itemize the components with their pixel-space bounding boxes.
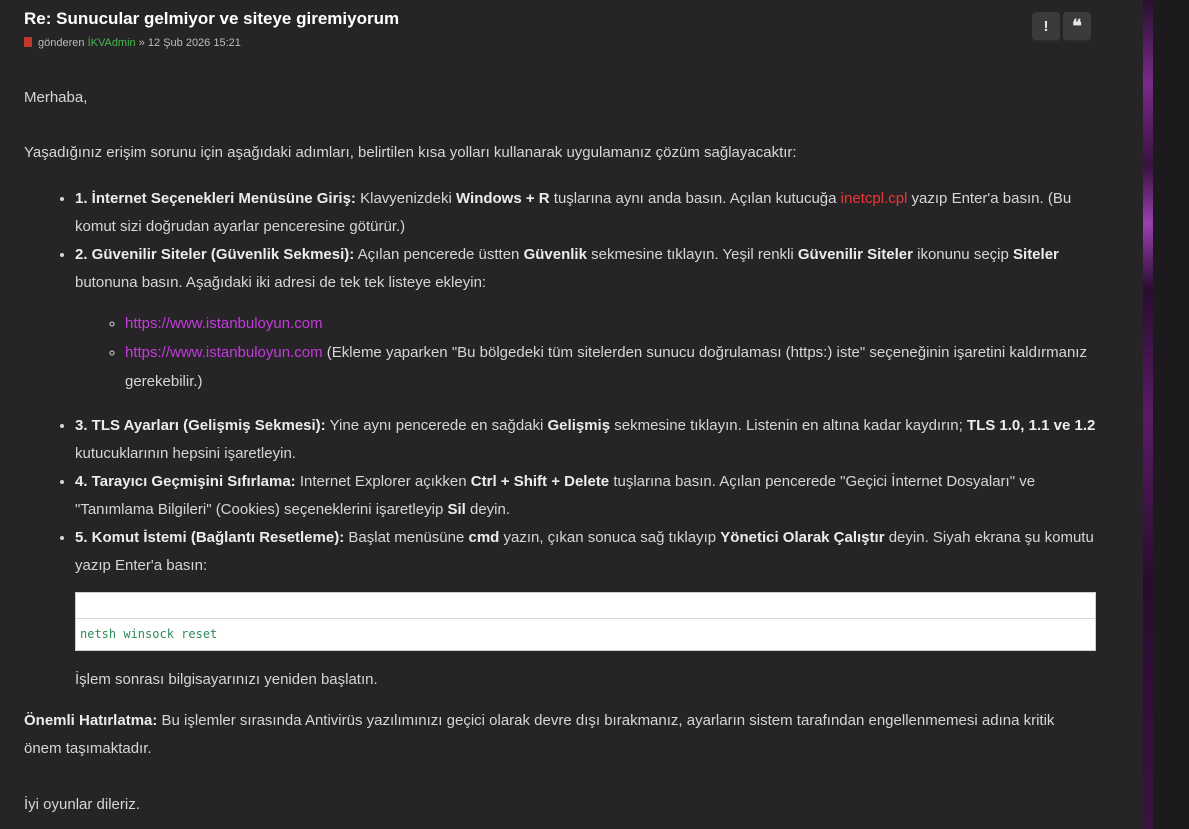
emphasis: Yönetici Olarak Çalıştır	[720, 529, 885, 546]
step-text: Internet Explorer açıkken	[299, 473, 467, 490]
step-text: ikonunu seçip	[917, 246, 1009, 263]
step-text: Başlat menüsüne	[348, 529, 465, 546]
report-icon: !	[1043, 18, 1049, 35]
step-text: tuşlarına basın. Açılan pencerede "Geçici İnternet Dosyaları" ve "Tanımlama Bilgileri" (Cookies) seçeneklerini işaretleyip	[75, 473, 1036, 518]
after-code-text: İşlem sonrası bilgisayarınızı yeniden başlatın.	[75, 671, 378, 688]
emphasis: cmd	[468, 529, 500, 546]
step-text: yazın, çıkan sonuca sağ tıklayıp	[503, 529, 717, 546]
command-highlight: inetcpl.cpl	[840, 190, 908, 207]
code-text[interactable]: netsh winsock reset	[80, 627, 218, 641]
step-title: 2. Güvenilir Siteler (Güvenlik Sekmesi):	[75, 246, 355, 263]
page-edge-decoration	[1143, 0, 1153, 829]
step-title: 3. TLS Ayarları (Gelişmiş Sekmesi):	[75, 417, 326, 434]
link-item	[125, 338, 1096, 396]
keyboard-shortcut: Ctrl + Shift + Delete	[470, 473, 610, 490]
step-text: yazıp Enter'a basın. (Bu komut sizi doğrudan ayarlar penceresine götürür.)	[75, 190, 1072, 235]
link-item	[125, 309, 1096, 338]
file-icon[interactable]	[24, 37, 32, 47]
post-date: 12 Şub 2026 15:21	[147, 37, 241, 49]
page-background-right	[1153, 0, 1189, 829]
site-link[interactable]: https://www.istanbuloyun.com	[125, 315, 323, 332]
site-link[interactable]: https://www.istanbuloyun.com	[125, 344, 323, 361]
emphasis: Sil	[447, 501, 466, 518]
greeting: Merhaba,	[24, 89, 88, 106]
post-body	[24, 84, 1096, 819]
step-3	[75, 412, 1096, 468]
report-button[interactable]	[1032, 12, 1060, 42]
intro-text: Yaşadığınız erişim sorunu için aşağıdaki adımları, belirtilen kısa yolları kullanarak uygulamanız çözüm sağlayacaktır:	[24, 144, 797, 161]
author-link[interactable]: İKVAdmin	[87, 37, 136, 49]
step-1	[75, 185, 1096, 241]
emphasis: TLS 1.0, 1.1 ve 1.2	[966, 417, 1096, 434]
step-5	[75, 524, 1096, 580]
quote-button[interactable]	[1063, 12, 1091, 42]
reminder-text: Bu işlemler sırasında Antivirüs yazılımınızı geçici olarak devre dışı bırakmanız, ayarların sistem tarafından engellenmemesi adına kritik önem taşımaktadır.	[24, 712, 1055, 757]
separator: »	[138, 37, 145, 49]
quote-icon: ❝	[1072, 16, 1082, 37]
reminder	[24, 707, 1096, 763]
emphasis: Gelişmiş	[547, 417, 611, 434]
step-text: Yine aynı pencerede en sağdaki	[329, 417, 544, 434]
keyboard-shortcut: Windows + R	[456, 190, 550, 207]
code-block[interactable]	[75, 592, 1096, 651]
step-text: sekmesine tıklayın. Yeşil renkli	[591, 246, 794, 263]
step-title: 1. İnternet Seçenekleri Menüsüne Giriş:	[75, 190, 356, 207]
code-block-header	[76, 593, 1095, 619]
step-4	[75, 468, 1096, 524]
reminder-label: Önemli Hatırlatma:	[24, 712, 158, 729]
step-2	[75, 241, 1096, 396]
step-text: tuşlarına aynı anda basın. Açılan kutucuğa	[553, 190, 837, 207]
post-title[interactable]: Re: Sunucular gelmiyor ve siteye giremiyorum	[24, 9, 400, 28]
link-note: (Ekleme yaparken "Bu bölgedeki tüm sitelerden sunucu doğrulaması (https:) iste" seçeneğinin işaretini kaldırmanız gerekebilir.)	[125, 344, 1087, 390]
steps-list	[24, 185, 1096, 580]
closing-text: İyi oyunlar dileriz.	[24, 796, 140, 813]
site-links	[75, 309, 1096, 396]
step-text: butonuna basın. Aşağıdaki iki adresi de tek tek listeye ekleyin:	[75, 274, 487, 291]
post-author-line	[24, 37, 241, 49]
step-text: sekmesine tıklayın. Listenin en altına kadar kaydırın;	[614, 417, 963, 434]
step-text: deyin. Siyah ekrana şu komutu yazıp Enter'a basın:	[75, 529, 1094, 574]
step-title: 5. Komut İstemi (Bağlantı Resetleme):	[75, 529, 345, 546]
step-text: Klavyenizdeki	[360, 190, 452, 207]
step-text: kutucuklarının hepsini işaretleyin.	[75, 445, 296, 462]
step-text: Açılan pencerede üstten	[357, 246, 520, 263]
emphasis: Güvenilir Siteler	[797, 246, 913, 263]
emphasis: Siteler	[1013, 246, 1059, 263]
step-text: deyin.	[469, 501, 511, 518]
emphasis: Güvenlik	[523, 246, 587, 263]
step-title: 4. Tarayıcı Geçmişini Sıfırlama:	[75, 473, 296, 490]
by-label: gönderen	[38, 37, 85, 49]
